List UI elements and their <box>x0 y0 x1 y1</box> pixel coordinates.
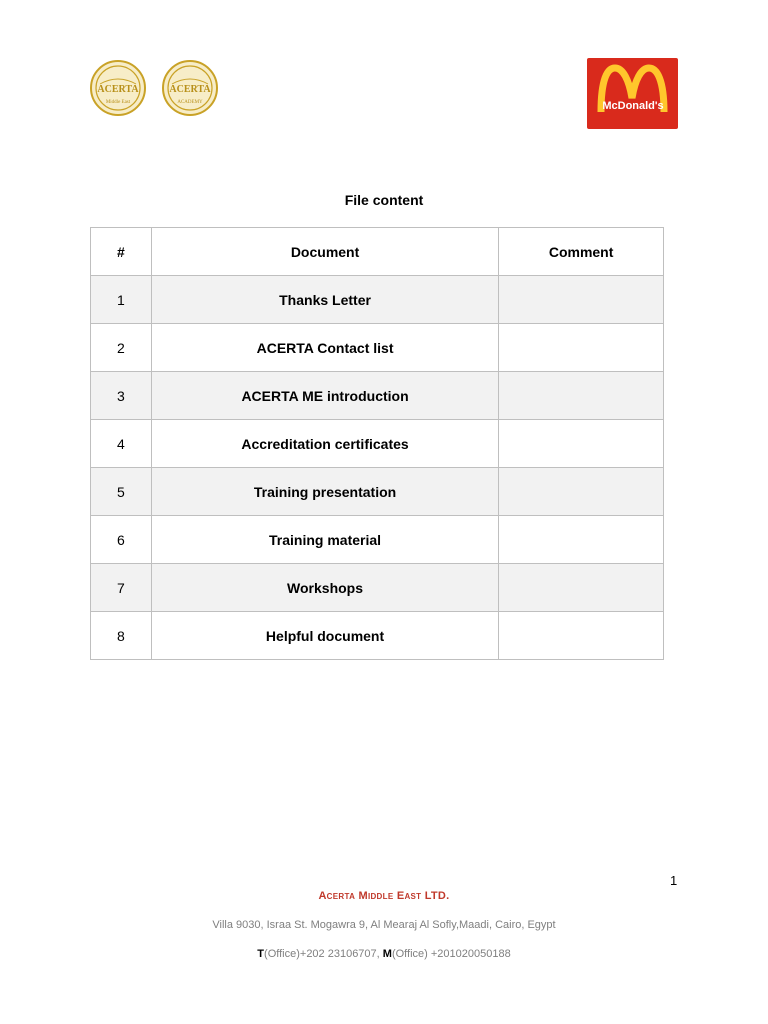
phone-t-label: T <box>257 948 265 960</box>
row-comment <box>499 516 664 564</box>
row-document: Training presentation <box>151 468 498 516</box>
row-number: 5 <box>91 468 152 516</box>
acerta-me-logo-text: ACERTA <box>97 84 139 95</box>
footer-company-name: Acerta Middle East LTD. <box>318 890 450 902</box>
row-document: Workshops <box>151 564 498 612</box>
mcdonalds-logo-text: McDonald's <box>602 100 664 112</box>
row-document: Accreditation certificates <box>151 420 498 468</box>
row-comment <box>499 372 664 420</box>
acerta-middle-east-logo <box>90 60 146 116</box>
row-comment <box>499 420 664 468</box>
row-comment <box>499 468 664 516</box>
header-number: # <box>91 228 152 276</box>
file-content-table <box>90 227 664 660</box>
phone-m-label: M <box>382 948 392 960</box>
row-document: ACERTA Contact list <box>151 324 498 372</box>
row-number: 1 <box>91 276 152 324</box>
table-row <box>91 564 664 612</box>
row-comment <box>499 324 664 372</box>
row-document: Thanks Letter <box>151 276 498 324</box>
footer-address: Villa 9030, Israa St. Mogawra 9, Al Mearaj Al Sofly,Maadi, Cairo, Egypt <box>212 919 556 931</box>
row-comment <box>499 612 664 660</box>
acerta-academy-logo <box>162 60 218 116</box>
table-header-row <box>91 228 664 276</box>
row-number: 8 <box>91 612 152 660</box>
phone-t-value: (Office)+202 23106707, <box>264 948 383 960</box>
header-document: Document <box>151 228 498 276</box>
table-row <box>91 612 664 660</box>
table-row <box>91 372 664 420</box>
row-comment <box>499 276 664 324</box>
acerta-academy-logo-text: ACERTA <box>169 84 211 95</box>
acerta-me-logo-subtext: Middle East <box>105 100 131 105</box>
row-document: Helpful document <box>151 612 498 660</box>
table-row <box>91 468 664 516</box>
row-number: 3 <box>91 372 152 420</box>
row-document: Training material <box>151 516 498 564</box>
table-row <box>91 324 664 372</box>
page-number: 1 <box>670 873 678 888</box>
row-number: 2 <box>91 324 152 372</box>
row-number: 4 <box>91 420 152 468</box>
page-title: File content <box>344 192 424 208</box>
header-comment: Comment <box>499 228 664 276</box>
acerta-academy-logo-subtext: ACADEMY <box>177 100 203 105</box>
row-number: 6 <box>91 516 152 564</box>
footer-contact <box>0 948 768 960</box>
row-document: ACERTA ME introduction <box>151 372 498 420</box>
phone-m-value: (Office) +201020050188 <box>391 948 511 960</box>
table-row <box>91 420 664 468</box>
row-comment <box>499 564 664 612</box>
row-number: 7 <box>91 564 152 612</box>
table-row <box>91 276 664 324</box>
mcdonalds-logo <box>587 58 678 129</box>
table-row <box>91 516 664 564</box>
